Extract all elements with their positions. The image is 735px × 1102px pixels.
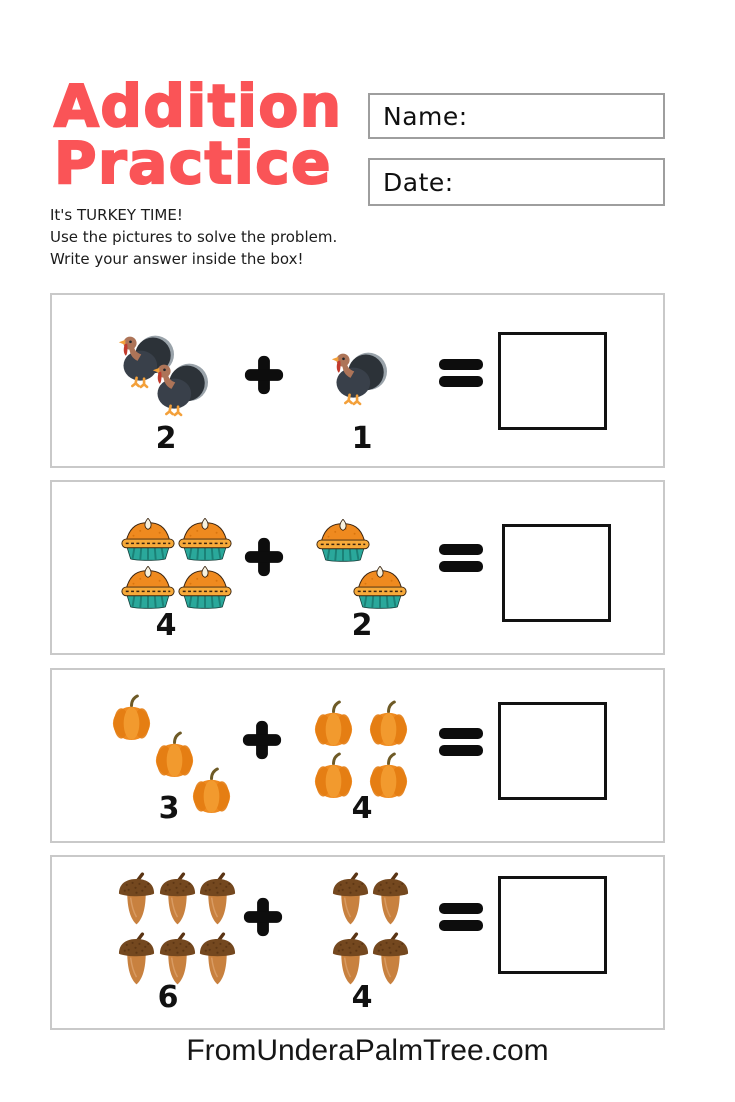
answer-box-4[interactable] [498,876,607,974]
left-count-label: 4 [155,608,177,643]
pumpkin-icon [188,767,235,816]
acorn-icon [370,872,411,929]
plus-icon [244,537,284,577]
problem-row-3 [50,668,665,843]
equals-icon [438,358,484,388]
right-count-label: 2 [351,608,373,643]
page-title [54,72,343,197]
answer-box-1[interactable] [498,332,607,430]
plus-icon [242,720,282,760]
date-field[interactable] [368,158,665,206]
date-label: Date: [383,167,454,197]
pumpkin-icon [310,752,357,801]
pumpkin-icon [310,700,357,749]
acorn-icon [197,932,238,989]
pie-icon [351,566,409,611]
problem-row-1 [50,293,665,468]
acorn-icon [370,932,411,989]
name-field[interactable] [368,93,665,139]
pie-icon [176,566,234,611]
title-line-2: Practice [54,129,332,197]
right-count-label: 4 [351,791,373,826]
acorn-icon [116,932,157,989]
right-count-label: 4 [351,980,373,1015]
left-count-label: 6 [157,980,179,1015]
problem-row-4 [50,855,665,1030]
pumpkin-icon [108,694,155,743]
name-label: Name: [383,101,468,131]
turkey-icon [329,348,387,406]
turkey-icon [150,359,208,417]
right-count-label: 1 [351,421,373,456]
title-line-1: Addition [54,72,343,140]
left-count-label: 3 [158,791,180,826]
problem-row-2 [50,480,665,655]
equals-icon [438,902,484,932]
acorn-icon [116,872,157,929]
pie-icon [314,519,372,564]
instructions [50,204,337,270]
instruction-line-2: Use the pictures to solve the problem. [50,228,338,246]
answer-box-2[interactable] [502,524,611,622]
pumpkin-icon [365,700,412,749]
answer-box-3[interactable] [498,702,607,800]
equals-icon [438,727,484,757]
plus-icon [243,897,283,937]
equals-icon [438,543,484,573]
pie-icon [119,566,177,611]
acorn-icon [157,872,198,929]
footer-website: FromUnderaPalmTree.com [186,1034,549,1067]
pie-icon [176,518,234,563]
acorn-icon [197,872,238,929]
acorn-icon [330,872,371,929]
instruction-line-3: Write your answer inside the box! [50,250,304,268]
pie-icon [119,518,177,563]
instruction-line-1: It's TURKEY TIME! [50,206,183,224]
left-count-label: 2 [155,421,177,456]
plus-icon [244,355,284,395]
